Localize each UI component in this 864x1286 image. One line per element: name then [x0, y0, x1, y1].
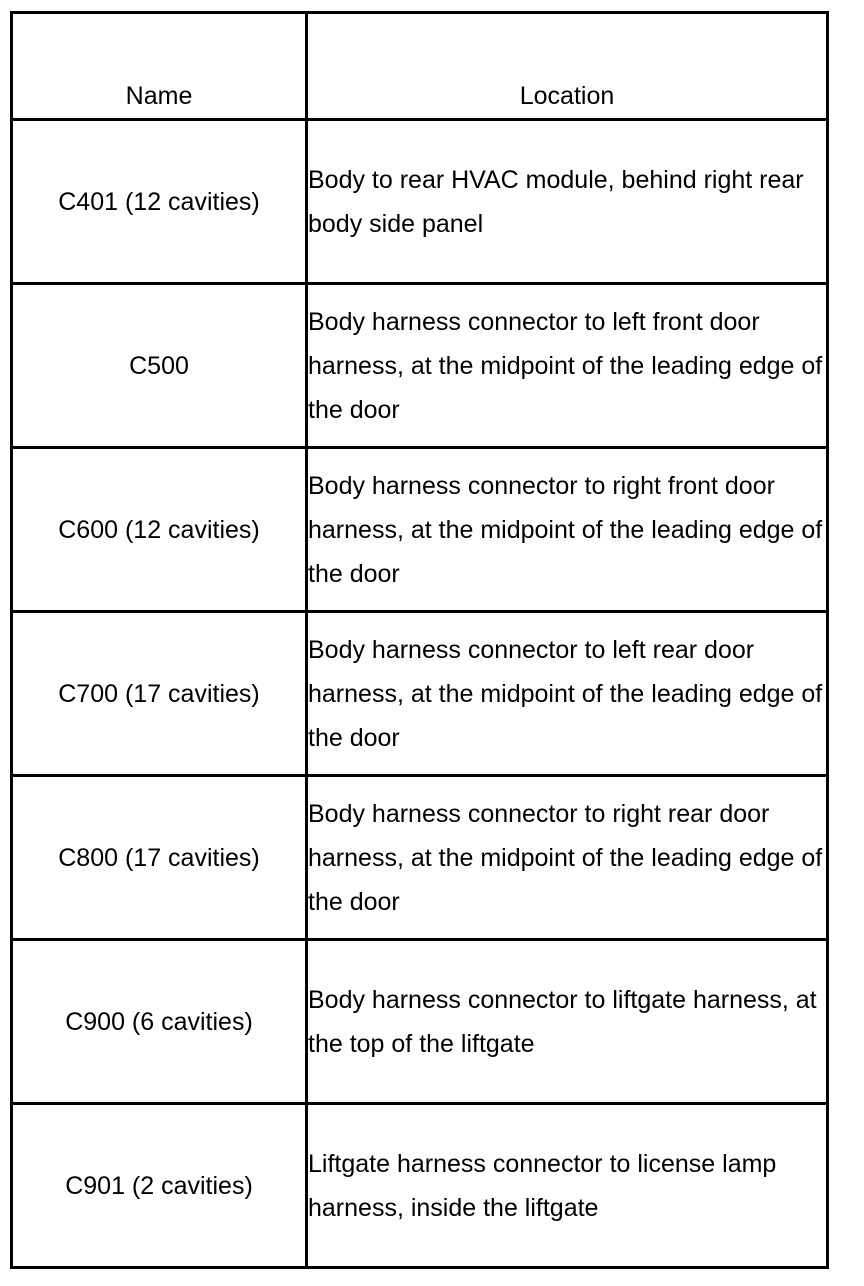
connector-name: C800 (17 cavities): [12, 776, 307, 940]
connector-location: Body harness connector to left rear door harness, at the midpoint of the leading edge of the door: [307, 612, 828, 776]
table-row: [12, 776, 828, 940]
connector-location: Body harness connector to left front door harness, at the midpoint of the leading edge of the door: [307, 284, 828, 448]
connector-name: C901 (2 cavities): [12, 1104, 307, 1268]
column-header-location: Location: [307, 13, 828, 120]
connector-location: Body harness connector to right rear door harness, at the midpoint of the leading edge of the door: [307, 776, 828, 940]
table-row: [12, 612, 828, 776]
table-row: [12, 940, 828, 1104]
connector-location: Liftgate harness connector to license lamp harness, inside the liftgate: [307, 1104, 828, 1268]
connector-location: Body harness connector to right front door harness, at the midpoint of the leading edge of the door: [307, 448, 828, 612]
table-row: [12, 1104, 828, 1268]
connector-name: C401 (12 cavities): [12, 120, 307, 284]
connector-name: C700 (17 cavities): [12, 612, 307, 776]
connector-location: Body harness connector to liftgate harness, at the top of the liftgate: [307, 940, 828, 1104]
table-row: [12, 120, 828, 284]
column-header-name: Name: [12, 13, 307, 120]
connector-name: C900 (6 cavities): [12, 940, 307, 1104]
connector-name: C500: [12, 284, 307, 448]
connector-table: [10, 11, 829, 1269]
table-row: [12, 448, 828, 612]
table-row: [12, 284, 828, 448]
connector-name: C600 (12 cavities): [12, 448, 307, 612]
connector-location: Body to rear HVAC module, behind right rear body side panel: [307, 120, 828, 284]
header-row: [12, 13, 828, 120]
